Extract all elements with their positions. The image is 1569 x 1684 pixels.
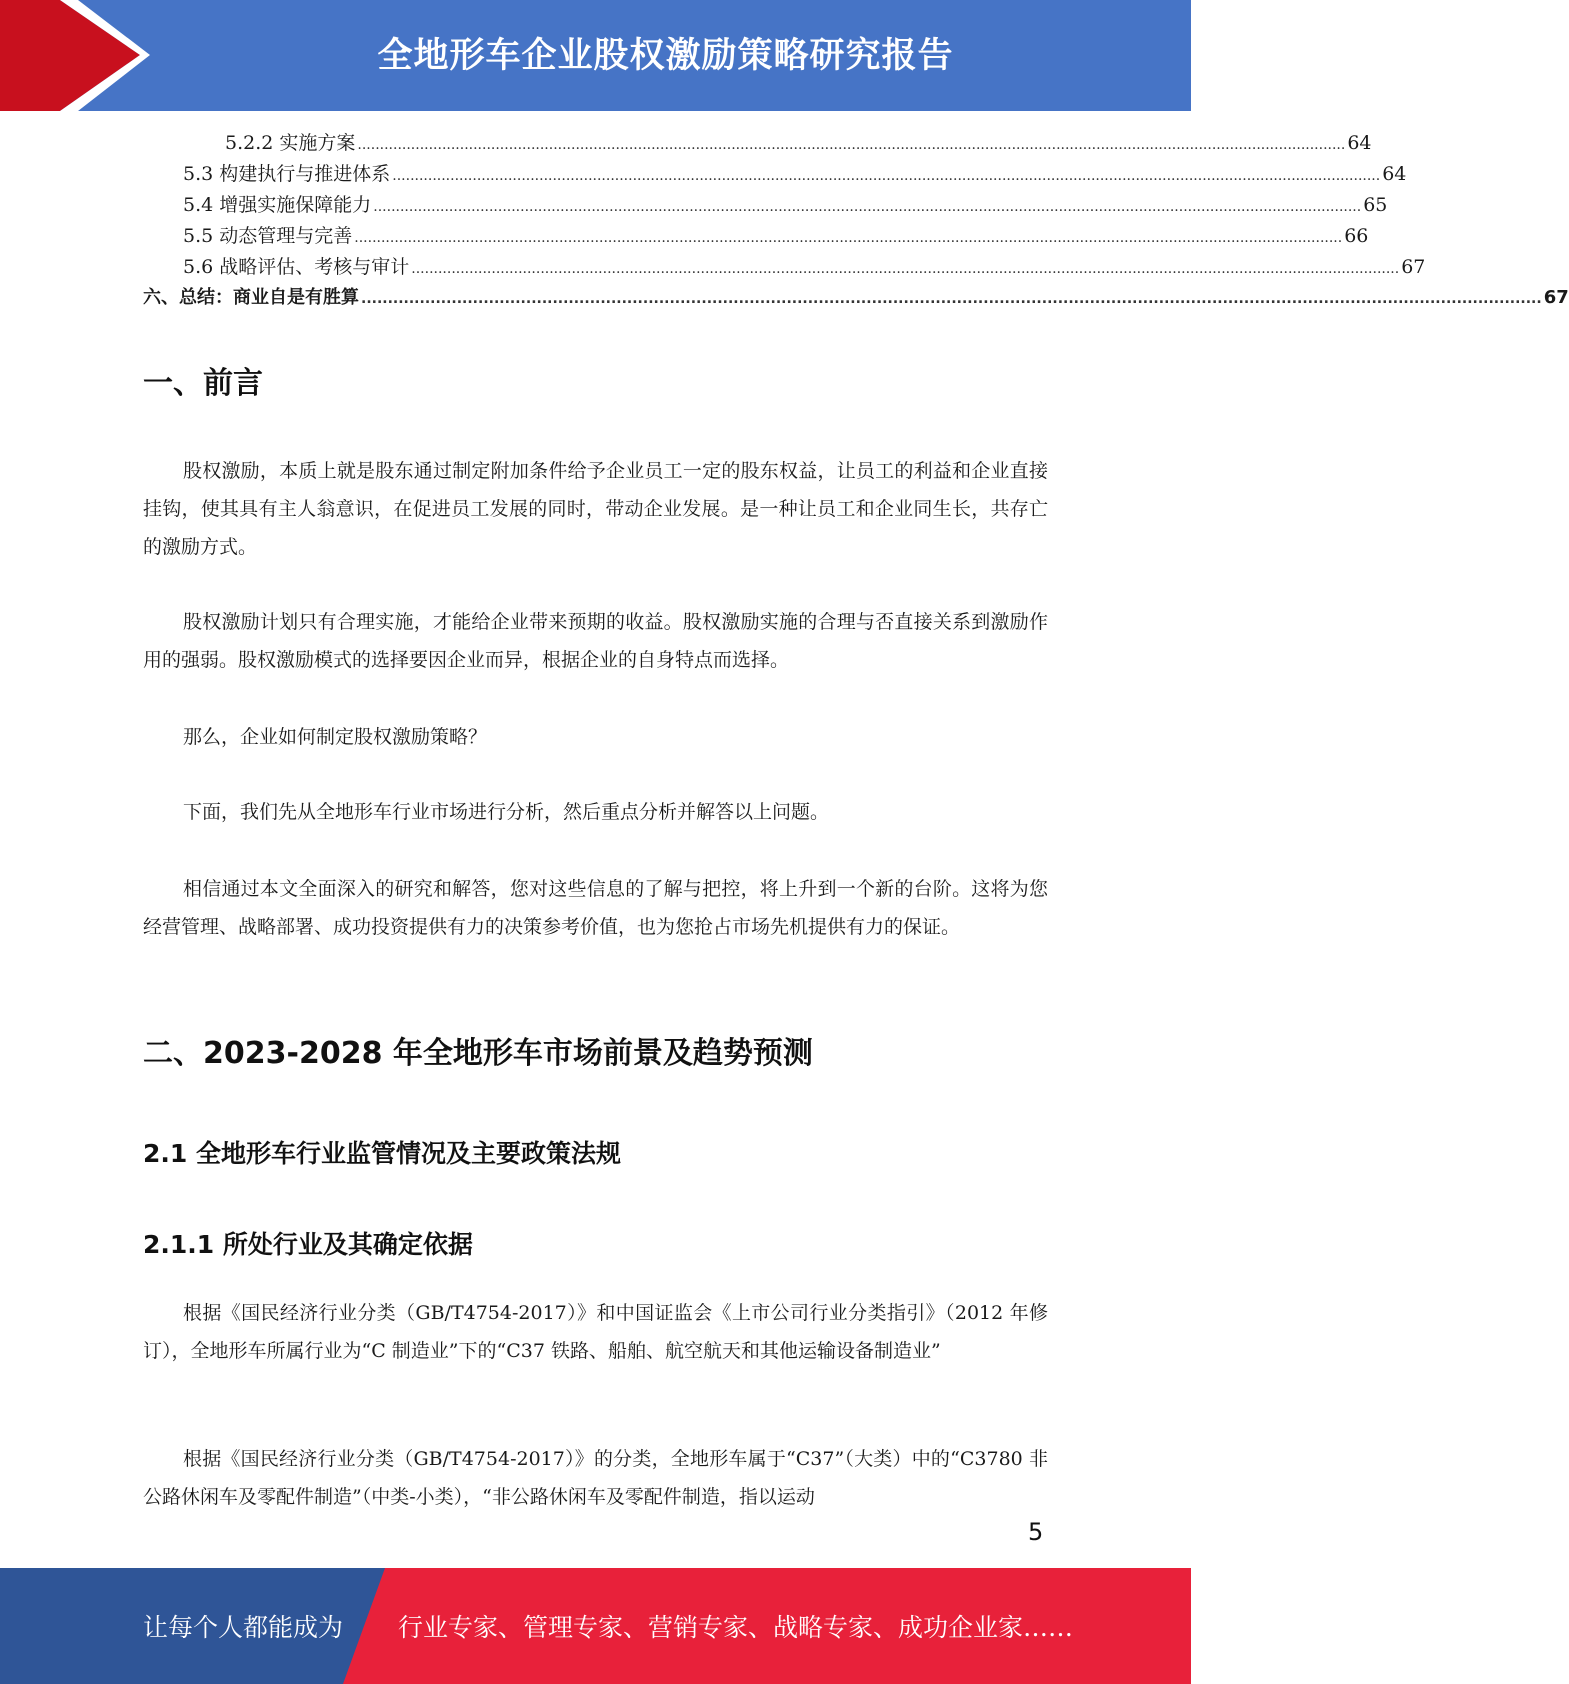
paragraph: 股权激励，本质上就是股东通过制定附加条件给予企业员工一定的股东权益，让员工的利益和企业直接挂钩，使其具有主人翁意识，在促进员工发展的同时，带动企业发展。是一种让员工和企业同生长，共存亡的激励方式。 bbox=[143, 460, 1048, 558]
toc-entry-text: 六、总结：商业自是有胜算 bbox=[143, 287, 359, 308]
paragraph: 那么，企业如何制定股权激励策略？ bbox=[183, 726, 488, 748]
toc-entry-page: 65 bbox=[1363, 194, 1388, 216]
toc-entry-text: 5.4 增强实施保障能力 bbox=[183, 194, 372, 216]
toc-entry-text: 5.6 战略评估、考核与审计 bbox=[183, 256, 410, 278]
toc-entry-text: 5.2.2 实施方案 bbox=[225, 132, 356, 154]
toc-entry[interactable] bbox=[143, 252, 1426, 283]
toc-leader-dots: .............................................................................................................................................................................................................................. bbox=[373, 199, 1362, 215]
toc-entry[interactable] bbox=[143, 283, 1569, 314]
table-of-contents bbox=[143, 128, 1569, 314]
toc-entry[interactable] bbox=[143, 221, 1369, 252]
toc-entry-page: 64 bbox=[1347, 132, 1372, 154]
toc-entry-page: 66 bbox=[1344, 225, 1369, 247]
toc-entry-page: 67 bbox=[1401, 256, 1426, 278]
subsection-heading: 2.1 全地形车行业监管情况及主要政策法规 bbox=[143, 1139, 621, 1168]
paragraph: 股权激励计划只有合理实施，才能给企业带来预期的收益。股权激励实施的合理与否直接关系到激励作用的强弱。股权激励模式的选择要因企业而异，根据企业的自身特点而选择。 bbox=[143, 611, 1048, 671]
toc-leader-dots: .............................................................................................................................................................................................................................. bbox=[392, 168, 1381, 184]
toc-entry-text: 5.5 动态管理与完善 bbox=[183, 225, 353, 247]
section-heading-market-outlook: 二、2023-2028 年全地形车市场前景及趋势预测 bbox=[143, 1036, 813, 1071]
footer-slogan-left: 让每个人都能成为 bbox=[143, 1613, 344, 1642]
paragraph: 根据《国民经济行业分类（GB/T4754-2017）》和中国证监会《上市公司行业分类指引》（2012 年修订），全地形车所属行业为“C 制造业”下的“C37 铁路、船舶、航空航天和其他运输设备制造业” bbox=[143, 1302, 1048, 1362]
paragraph: 根据《国民经济行业分类（GB/T4754-2017）》的分类，全地形车属于“C37”（大类）中的“C3780 非公路休闲车及零配件制造”（中类-小类），“非公路休闲车及零配件制造，指以运动 bbox=[143, 1448, 1048, 1508]
toc-entry-page: 67 bbox=[1543, 287, 1569, 308]
toc-leader-dots: .............................................................................................................................................................................................................................. bbox=[411, 261, 1400, 277]
footer-slogan-right: 行业专家、管理专家、营销专家、战略专家、成功企业家…… bbox=[398, 1613, 1074, 1642]
toc-leader-dots: .............................................................................................................................................................................................................................. bbox=[361, 291, 1542, 307]
section-heading-preface: 一、前言 bbox=[143, 366, 263, 401]
report-title: 全地形车企业股权激励策略研究报告 bbox=[377, 35, 954, 76]
toc-entry[interactable] bbox=[143, 190, 1388, 221]
subsection-heading: 2.1.1 所处行业及其确定依据 bbox=[143, 1230, 473, 1259]
toc-entry-text: 5.3 构建执行与推进体系 bbox=[183, 163, 391, 185]
paragraph: 下面，我们先从全地形车行业市场进行分析，然后重点分析并解答以上问题。 bbox=[183, 801, 830, 823]
toc-leader-dots: .............................................................................................................................................................................................................................. bbox=[354, 230, 1343, 246]
page-header bbox=[0, 0, 1191, 111]
paragraph: 相信通过本文全面深入的研究和解答，您对这些信息的了解与把控，将上升到一个新的台阶。这将为您经营管理、战略部署、成功投资提供有力的决策参考价值，也为您抢占市场先机提供有力的保证。 bbox=[143, 878, 1048, 938]
toc-entry[interactable] bbox=[143, 128, 1372, 159]
toc-entry-page: 64 bbox=[1382, 163, 1407, 185]
toc-leader-dots: .............................................................................................................................................................................................................................. bbox=[357, 137, 1346, 153]
toc-entry[interactable] bbox=[143, 159, 1407, 190]
page-number: 5 bbox=[1028, 1518, 1044, 1546]
page-footer bbox=[0, 1568, 1191, 1684]
